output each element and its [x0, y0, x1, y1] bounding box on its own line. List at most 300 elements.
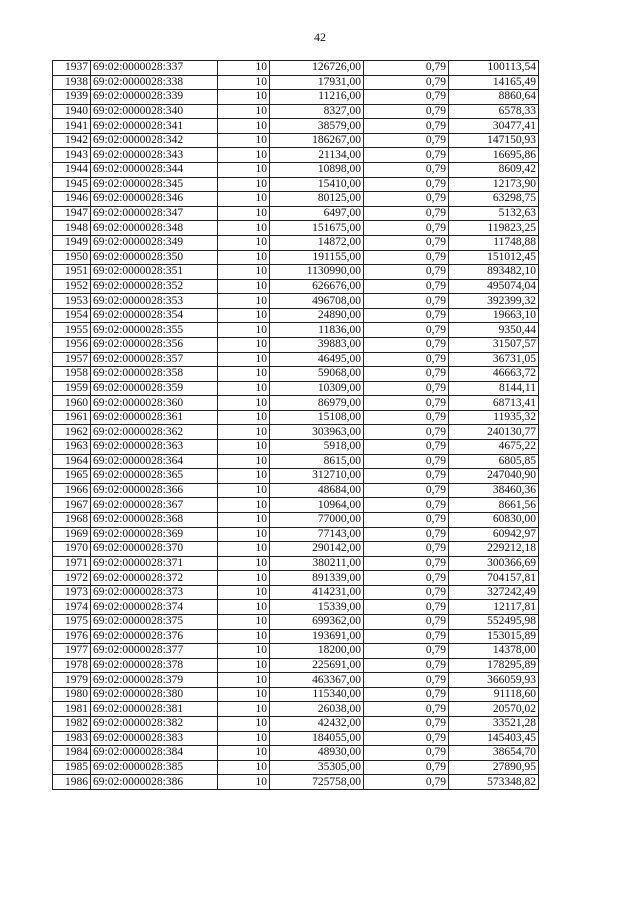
cadastral-number: 69:02:0000028:366	[91, 483, 218, 498]
sum-cell: 704157,81	[449, 571, 539, 586]
row-number: 1986	[53, 775, 91, 790]
rate-cell: 0,79	[364, 614, 449, 629]
value-cell: 225691,00	[270, 658, 364, 673]
value-cell: 699362,00	[270, 614, 364, 629]
sum-cell: 552495,98	[449, 614, 539, 629]
rate-cell: 0,79	[364, 235, 449, 250]
table-row	[53, 104, 539, 119]
area-cell: 10	[218, 250, 270, 265]
sum-cell: 16695,86	[449, 148, 539, 163]
cadastral-number: 69:02:0000028:338	[91, 75, 218, 90]
rate-cell: 0,79	[364, 687, 449, 702]
value-cell: 24890,00	[270, 308, 364, 323]
area-cell: 10	[218, 527, 270, 542]
area-cell: 10	[218, 294, 270, 309]
row-number: 1976	[53, 629, 91, 644]
sum-cell: 33521,28	[449, 717, 539, 732]
area-cell: 10	[218, 177, 270, 192]
area-cell: 10	[218, 133, 270, 148]
area-cell: 10	[218, 90, 270, 105]
row-number: 1954	[53, 308, 91, 323]
row-number: 1938	[53, 75, 91, 90]
sum-cell: 893482,10	[449, 265, 539, 280]
cadastral-number: 69:02:0000028:340	[91, 104, 218, 119]
cadastral-table	[52, 60, 539, 790]
table-row	[53, 192, 539, 207]
sum-cell: 91118,60	[449, 687, 539, 702]
sum-cell: 11935,32	[449, 410, 539, 425]
area-cell: 10	[218, 206, 270, 221]
value-cell: 626676,00	[270, 279, 364, 294]
row-number: 1941	[53, 119, 91, 134]
rate-cell: 0,79	[364, 498, 449, 513]
area-cell: 10	[218, 381, 270, 396]
area-cell: 10	[218, 367, 270, 382]
area-cell: 10	[218, 337, 270, 352]
value-cell: 496708,00	[270, 294, 364, 309]
sum-cell: 11748,88	[449, 235, 539, 250]
area-cell: 10	[218, 600, 270, 615]
value-cell: 15339,00	[270, 600, 364, 615]
area-cell: 10	[218, 148, 270, 163]
row-number: 1949	[53, 235, 91, 250]
sum-cell: 31507,57	[449, 337, 539, 352]
value-cell: 11216,00	[270, 90, 364, 105]
row-number: 1983	[53, 731, 91, 746]
sum-cell: 6805,85	[449, 454, 539, 469]
table-row	[53, 337, 539, 352]
area-cell: 10	[218, 673, 270, 688]
cadastral-number: 69:02:0000028:355	[91, 323, 218, 338]
cadastral-number: 69:02:0000028:368	[91, 512, 218, 527]
table-row	[53, 367, 539, 382]
area-cell: 10	[218, 731, 270, 746]
cadastral-number: 69:02:0000028:341	[91, 119, 218, 134]
table-row	[53, 673, 539, 688]
value-cell: 10964,00	[270, 498, 364, 513]
area-cell: 10	[218, 483, 270, 498]
table-row	[53, 381, 539, 396]
cadastral-number: 69:02:0000028:347	[91, 206, 218, 221]
table-row	[53, 527, 539, 542]
table-row	[53, 425, 539, 440]
rate-cell: 0,79	[364, 425, 449, 440]
rate-cell: 0,79	[364, 775, 449, 790]
row-number: 1952	[53, 279, 91, 294]
sum-cell: 63298,75	[449, 192, 539, 207]
value-cell: 15410,00	[270, 177, 364, 192]
row-number: 1981	[53, 702, 91, 717]
cadastral-number: 69:02:0000028:370	[91, 542, 218, 557]
sum-cell: 38654,70	[449, 746, 539, 761]
table-row	[53, 265, 539, 280]
area-cell: 10	[218, 614, 270, 629]
table-row	[53, 308, 539, 323]
cadastral-number: 69:02:0000028:358	[91, 367, 218, 382]
table-body	[53, 61, 539, 790]
cadastral-number: 69:02:0000028:376	[91, 629, 218, 644]
area-cell: 10	[218, 425, 270, 440]
rate-cell: 0,79	[364, 600, 449, 615]
row-number: 1977	[53, 644, 91, 659]
value-cell: 14872,00	[270, 235, 364, 250]
rate-cell: 0,79	[364, 279, 449, 294]
row-number: 1947	[53, 206, 91, 221]
sum-cell: 229212,18	[449, 542, 539, 557]
sum-cell: 60830,00	[449, 512, 539, 527]
rate-cell: 0,79	[364, 75, 449, 90]
rate-cell: 0,79	[364, 629, 449, 644]
area-cell: 10	[218, 221, 270, 236]
rate-cell: 0,79	[364, 61, 449, 76]
row-number: 1965	[53, 469, 91, 484]
area-cell: 10	[218, 775, 270, 790]
table-row	[53, 148, 539, 163]
row-number: 1943	[53, 148, 91, 163]
table-row	[53, 542, 539, 557]
table-row	[53, 746, 539, 761]
rate-cell: 0,79	[364, 337, 449, 352]
cadastral-number: 69:02:0000028:345	[91, 177, 218, 192]
table-row	[53, 658, 539, 673]
row-number: 1963	[53, 440, 91, 455]
row-number: 1967	[53, 498, 91, 513]
row-number: 1953	[53, 294, 91, 309]
rate-cell: 0,79	[364, 542, 449, 557]
cadastral-number: 69:02:0000028:337	[91, 61, 218, 76]
rate-cell: 0,79	[364, 746, 449, 761]
sum-cell: 68713,41	[449, 396, 539, 411]
row-number: 1942	[53, 133, 91, 148]
sum-cell: 12173,90	[449, 177, 539, 192]
cadastral-number: 69:02:0000028:351	[91, 265, 218, 280]
sum-cell: 495074,04	[449, 279, 539, 294]
area-cell: 10	[218, 323, 270, 338]
row-number: 1945	[53, 177, 91, 192]
table-row	[53, 235, 539, 250]
area-cell: 10	[218, 687, 270, 702]
value-cell: 151675,00	[270, 221, 364, 236]
rate-cell: 0,79	[364, 440, 449, 455]
rate-cell: 0,79	[364, 192, 449, 207]
table-row	[53, 585, 539, 600]
sum-cell: 27890,95	[449, 760, 539, 775]
table-row	[53, 119, 539, 134]
rate-cell: 0,79	[364, 571, 449, 586]
cadastral-number: 69:02:0000028:350	[91, 250, 218, 265]
cadastral-number: 69:02:0000028:379	[91, 673, 218, 688]
rate-cell: 0,79	[364, 250, 449, 265]
rate-cell: 0,79	[364, 585, 449, 600]
sum-cell: 9350,44	[449, 323, 539, 338]
rate-cell: 0,79	[364, 644, 449, 659]
sum-cell: 145403,45	[449, 731, 539, 746]
rate-cell: 0,79	[364, 148, 449, 163]
table-row	[53, 483, 539, 498]
rate-cell: 0,79	[364, 265, 449, 280]
row-number: 1974	[53, 600, 91, 615]
rate-cell: 0,79	[364, 483, 449, 498]
area-cell: 10	[218, 512, 270, 527]
rate-cell: 0,79	[364, 512, 449, 527]
sum-cell: 14165,49	[449, 75, 539, 90]
sum-cell: 8144,11	[449, 381, 539, 396]
sum-cell: 151012,45	[449, 250, 539, 265]
cadastral-number: 69:02:0000028:371	[91, 556, 218, 571]
area-cell: 10	[218, 235, 270, 250]
row-number: 1982	[53, 717, 91, 732]
row-number: 1972	[53, 571, 91, 586]
sum-cell: 300366,69	[449, 556, 539, 571]
cadastral-number: 69:02:0000028:346	[91, 192, 218, 207]
cadastral-number: 69:02:0000028:357	[91, 352, 218, 367]
rate-cell: 0,79	[364, 658, 449, 673]
value-cell: 290142,00	[270, 542, 364, 557]
cadastral-number: 69:02:0000028:356	[91, 337, 218, 352]
sum-cell: 8860,64	[449, 90, 539, 105]
cadastral-number: 69:02:0000028:367	[91, 498, 218, 513]
area-cell: 10	[218, 104, 270, 119]
value-cell: 18200,00	[270, 644, 364, 659]
value-cell: 86979,00	[270, 396, 364, 411]
cadastral-number: 69:02:0000028:377	[91, 644, 218, 659]
area-cell: 10	[218, 163, 270, 178]
rate-cell: 0,79	[364, 469, 449, 484]
cadastral-number: 69:02:0000028:383	[91, 731, 218, 746]
cadastral-number: 69:02:0000028:365	[91, 469, 218, 484]
area-cell: 10	[218, 119, 270, 134]
sum-cell: 100113,54	[449, 61, 539, 76]
table-row	[53, 775, 539, 790]
area-cell: 10	[218, 279, 270, 294]
cadastral-number: 69:02:0000028:362	[91, 425, 218, 440]
sum-cell: 119823,25	[449, 221, 539, 236]
sum-cell: 12117,81	[449, 600, 539, 615]
sum-cell: 240130,77	[449, 425, 539, 440]
sum-cell: 36731,05	[449, 352, 539, 367]
table-row	[53, 717, 539, 732]
rate-cell: 0,79	[364, 177, 449, 192]
value-cell: 891339,00	[270, 571, 364, 586]
table-row	[53, 396, 539, 411]
area-cell: 10	[218, 61, 270, 76]
value-cell: 11836,00	[270, 323, 364, 338]
row-number: 1959	[53, 381, 91, 396]
area-cell: 10	[218, 192, 270, 207]
rate-cell: 0,79	[364, 133, 449, 148]
sum-cell: 573348,82	[449, 775, 539, 790]
value-cell: 59068,00	[270, 367, 364, 382]
row-number: 1978	[53, 658, 91, 673]
row-number: 1950	[53, 250, 91, 265]
row-number: 1939	[53, 90, 91, 105]
value-cell: 8615,00	[270, 454, 364, 469]
area-cell: 10	[218, 629, 270, 644]
value-cell: 10309,00	[270, 381, 364, 396]
cadastral-number: 69:02:0000028:378	[91, 658, 218, 673]
cadastral-number: 69:02:0000028:380	[91, 687, 218, 702]
value-cell: 39883,00	[270, 337, 364, 352]
table-row	[53, 352, 539, 367]
sum-cell: 4675,22	[449, 440, 539, 455]
area-cell: 10	[218, 396, 270, 411]
row-number: 1948	[53, 221, 91, 236]
table-row	[53, 250, 539, 265]
table-row	[53, 454, 539, 469]
area-cell: 10	[218, 585, 270, 600]
cadastral-number: 69:02:0000028:342	[91, 133, 218, 148]
row-number: 1957	[53, 352, 91, 367]
value-cell: 46495,00	[270, 352, 364, 367]
area-cell: 10	[218, 265, 270, 280]
table-row	[53, 279, 539, 294]
table-row	[53, 133, 539, 148]
value-cell: 6497,00	[270, 206, 364, 221]
value-cell: 191155,00	[270, 250, 364, 265]
value-cell: 1130990,00	[270, 265, 364, 280]
area-cell: 10	[218, 644, 270, 659]
sum-cell: 6578,33	[449, 104, 539, 119]
area-cell: 10	[218, 75, 270, 90]
row-number: 1980	[53, 687, 91, 702]
table-row	[53, 614, 539, 629]
table-row	[53, 323, 539, 338]
table-row	[53, 177, 539, 192]
table-row	[53, 90, 539, 105]
cadastral-number: 69:02:0000028:353	[91, 294, 218, 309]
cadastral-number: 69:02:0000028:369	[91, 527, 218, 542]
value-cell: 10898,00	[270, 163, 364, 178]
value-cell: 193691,00	[270, 629, 364, 644]
rate-cell: 0,79	[364, 206, 449, 221]
area-cell: 10	[218, 717, 270, 732]
cadastral-number: 69:02:0000028:361	[91, 410, 218, 425]
value-cell: 15108,00	[270, 410, 364, 425]
table-row	[53, 469, 539, 484]
rate-cell: 0,79	[364, 308, 449, 323]
rate-cell: 0,79	[364, 454, 449, 469]
area-cell: 10	[218, 658, 270, 673]
area-cell: 10	[218, 352, 270, 367]
area-cell: 10	[218, 702, 270, 717]
row-number: 1961	[53, 410, 91, 425]
row-number: 1970	[53, 542, 91, 557]
value-cell: 8327,00	[270, 104, 364, 119]
table-row	[53, 75, 539, 90]
table-row	[53, 206, 539, 221]
area-cell: 10	[218, 746, 270, 761]
area-cell: 10	[218, 469, 270, 484]
rate-cell: 0,79	[364, 527, 449, 542]
rate-cell: 0,79	[364, 673, 449, 688]
cadastral-number: 69:02:0000028:352	[91, 279, 218, 294]
cadastral-number: 69:02:0000028:386	[91, 775, 218, 790]
sum-cell: 20570,02	[449, 702, 539, 717]
cadastral-number: 69:02:0000028:381	[91, 702, 218, 717]
table-row	[53, 600, 539, 615]
rate-cell: 0,79	[364, 731, 449, 746]
cadastral-number: 69:02:0000028:354	[91, 308, 218, 323]
row-number: 1973	[53, 585, 91, 600]
value-cell: 77143,00	[270, 527, 364, 542]
table-row	[53, 702, 539, 717]
table-row	[53, 410, 539, 425]
row-number: 1944	[53, 163, 91, 178]
row-number: 1960	[53, 396, 91, 411]
area-cell: 10	[218, 542, 270, 557]
row-number: 1968	[53, 512, 91, 527]
rate-cell: 0,79	[364, 396, 449, 411]
cadastral-number: 69:02:0000028:364	[91, 454, 218, 469]
cadastral-number: 69:02:0000028:372	[91, 571, 218, 586]
value-cell: 115340,00	[270, 687, 364, 702]
sum-cell: 153015,89	[449, 629, 539, 644]
sum-cell: 19663,10	[449, 308, 539, 323]
cadastral-number: 69:02:0000028:348	[91, 221, 218, 236]
table-row	[53, 498, 539, 513]
value-cell: 5918,00	[270, 440, 364, 455]
table-row	[53, 687, 539, 702]
table-row	[53, 512, 539, 527]
cadastral-number: 69:02:0000028:373	[91, 585, 218, 600]
value-cell: 303963,00	[270, 425, 364, 440]
value-cell: 186267,00	[270, 133, 364, 148]
row-number: 1958	[53, 367, 91, 382]
sum-cell: 247040,90	[449, 469, 539, 484]
value-cell: 77000,00	[270, 512, 364, 527]
row-number: 1969	[53, 527, 91, 542]
cadastral-number: 69:02:0000028:349	[91, 235, 218, 250]
row-number: 1937	[53, 61, 91, 76]
value-cell: 414231,00	[270, 585, 364, 600]
row-number: 1955	[53, 323, 91, 338]
value-cell: 21134,00	[270, 148, 364, 163]
area-cell: 10	[218, 454, 270, 469]
value-cell: 26038,00	[270, 702, 364, 717]
row-number: 1979	[53, 673, 91, 688]
area-cell: 10	[218, 571, 270, 586]
value-cell: 17931,00	[270, 75, 364, 90]
cadastral-number: 69:02:0000028:339	[91, 90, 218, 105]
row-number: 1962	[53, 425, 91, 440]
table-row	[53, 221, 539, 236]
page-number: 42	[314, 30, 326, 44]
area-cell: 10	[218, 440, 270, 455]
cadastral-number: 69:02:0000028:344	[91, 163, 218, 178]
table-row	[53, 760, 539, 775]
rate-cell: 0,79	[364, 221, 449, 236]
value-cell: 38579,00	[270, 119, 364, 134]
cadastral-number: 69:02:0000028:375	[91, 614, 218, 629]
table-row	[53, 294, 539, 309]
rate-cell: 0,79	[364, 323, 449, 338]
rate-cell: 0,79	[364, 556, 449, 571]
table-row	[53, 61, 539, 76]
rate-cell: 0,79	[364, 119, 449, 134]
sum-cell: 60942,97	[449, 527, 539, 542]
area-cell: 10	[218, 308, 270, 323]
sum-cell: 392399,32	[449, 294, 539, 309]
area-cell: 10	[218, 498, 270, 513]
value-cell: 184055,00	[270, 731, 364, 746]
rate-cell: 0,79	[364, 163, 449, 178]
value-cell: 312710,00	[270, 469, 364, 484]
sum-cell: 178295,89	[449, 658, 539, 673]
table-row	[53, 571, 539, 586]
cadastral-number: 69:02:0000028:359	[91, 381, 218, 396]
value-cell: 48684,00	[270, 483, 364, 498]
cadastral-number: 69:02:0000028:374	[91, 600, 218, 615]
